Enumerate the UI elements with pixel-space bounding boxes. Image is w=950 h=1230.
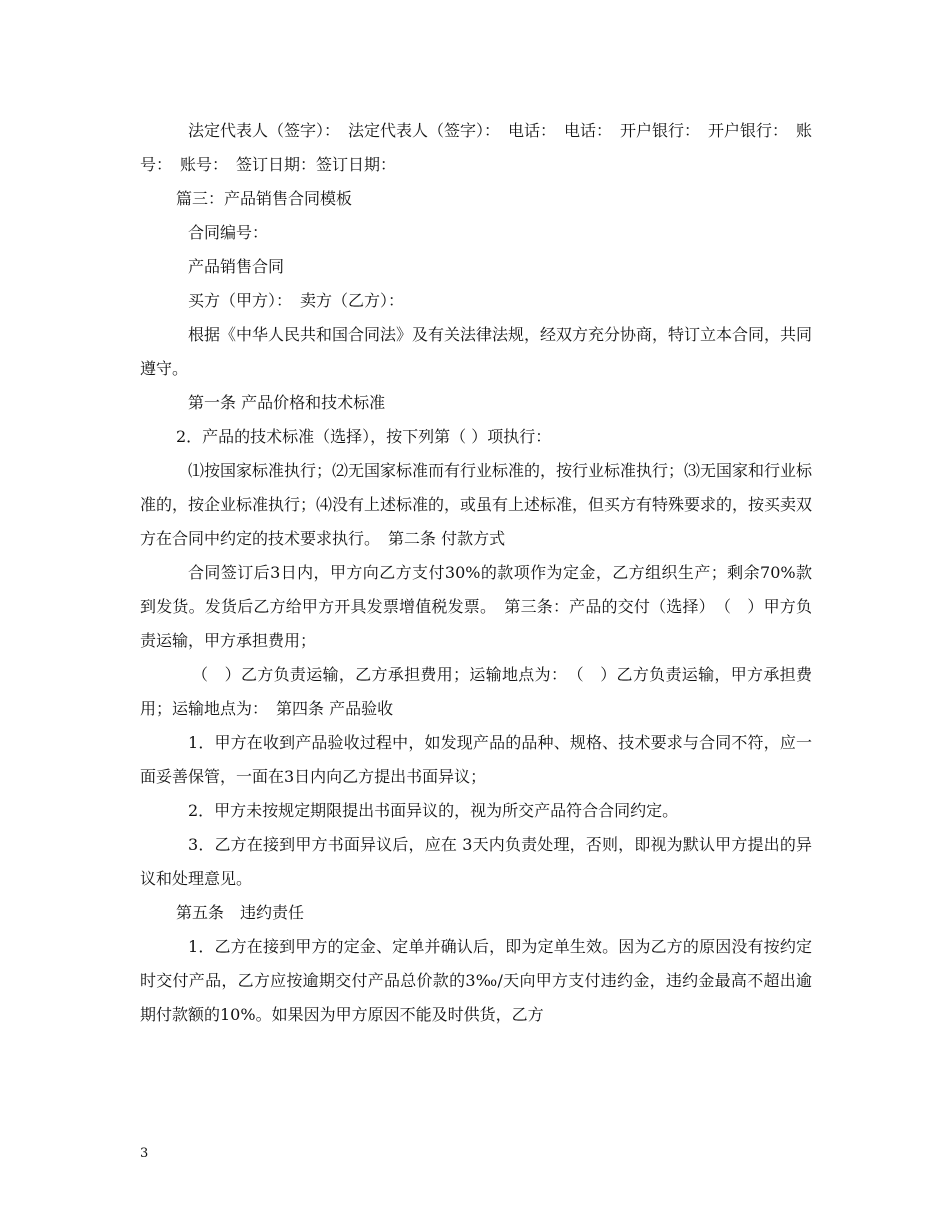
paragraph: 1．甲方在收到产品验收过程中，如发现产品的品种、规格、技术要求与合同不符，应一面妥善保管，一面在3日内向乙方提出书面异议； (140, 733, 812, 786)
paragraph: 法定代表人（签字）： 法定代表人（签字）： 电话： 电话： 开户银行： 开户银行： 账号： 账号： 签订日期：签订日期： (140, 121, 813, 174)
document-body (140, 114, 812, 1032)
paragraph: 1．乙方在接到甲方的定金、定单并确认后，即为定单生效。因为乙方的原因没有按约定时交付产品，乙方应按逾期交付产品总价款的3‰/天向甲方支付违约金，违约金最高不超出逾期付款额的10%。如果因为甲方原因不能及时供货，乙方 (140, 937, 812, 1024)
paragraph: 合同编号： (188, 223, 269, 242)
paragraph: 3．乙方在接到甲方书面异议后，应在 3天内负责处理，否则，即视为默认甲方提出的异议和处理意见。 (140, 835, 812, 888)
paragraph: 2．产品的技术标准（选择），按下列第（ ）项执行： (176, 427, 552, 446)
paragraph: 2．甲方未按规定期限提出书面异议的，视为所交产品符合合同约定。 (188, 801, 679, 820)
paragraph: 买方（甲方）： 卖方（乙方）： (188, 291, 405, 310)
paragraph: 合同签订后3日内，甲方向乙方支付30%的款项作为定金，乙方组织生产；剩余70%款到发货。发货后乙方给甲方开具发票增值税发票。 第三条：产品的交付（选择） （ ）甲方负责运输，甲方承担费用； (140, 563, 812, 650)
paragraph: 产品销售合同 (188, 257, 285, 276)
paragraph: 第五条 违约责任 (176, 903, 305, 922)
paragraph: 篇三：产品销售合同模板 (176, 189, 353, 208)
page-number: 3 (140, 1146, 149, 1161)
paragraph: ⑴按国家标准执行；⑵无国家标准而有行业标准的，按行业标准执行；⑶无国家和行业标准的，按企业标准执行；⑷没有上述标准的，或虽有上述标准，但买方有特殊要求的，按买卖双方在合同中约定的技术要求执行。 第二条 付款方式 (140, 461, 813, 548)
paragraph: 第一条 产品价格和技术标准 (188, 393, 386, 412)
paragraph: 根据《中华人民共和国合同法》及有关法律法规，经双方充分协商，特订立本合同，共同遵守。 (140, 325, 813, 378)
paragraph: （ ）乙方负责运输，乙方承担费用；运输地点为： （ ）乙方负责运输，甲方承担费用；运输地点为： 第四条 产品验收 (140, 665, 812, 718)
